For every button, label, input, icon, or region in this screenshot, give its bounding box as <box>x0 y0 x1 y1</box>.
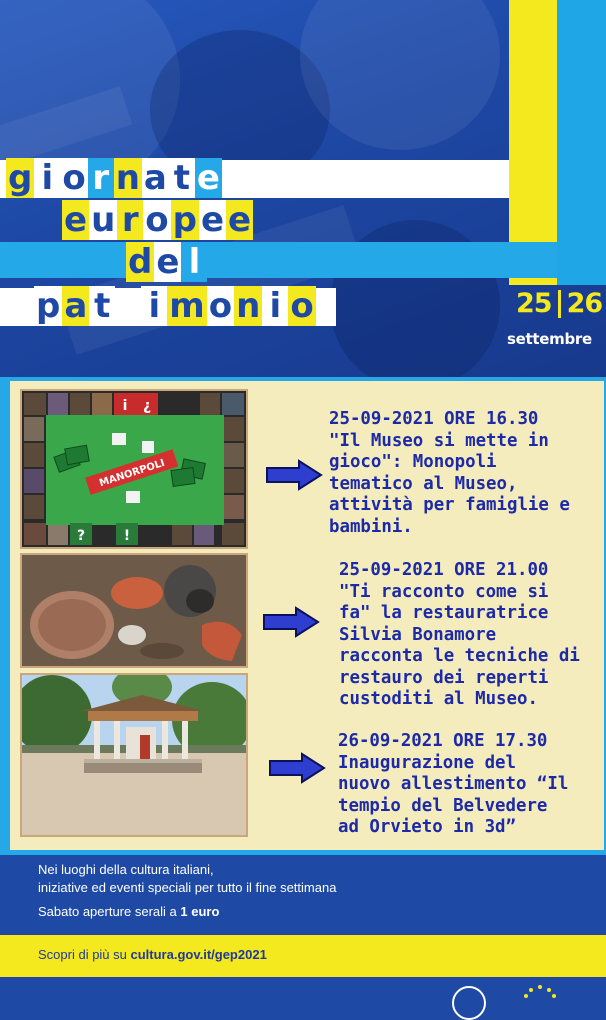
title-letter: r <box>119 286 137 326</box>
event-line: restauro dei reperti <box>339 667 549 688</box>
arrow-right-icon <box>265 459 323 491</box>
board-mark-1: i <box>122 398 128 414</box>
event-2-text <box>339 560 580 711</box>
photo-belvedere-temple <box>20 673 248 837</box>
title-letter: i <box>34 158 60 198</box>
arrow-right-icon <box>268 752 326 784</box>
event-line: custoditi al Museo. <box>339 689 538 709</box>
event-line: Inaugurazione del <box>338 752 516 773</box>
event-line: tematico al Museo, <box>329 473 518 494</box>
title-letter: r <box>117 200 143 240</box>
hero-banner <box>0 0 606 380</box>
footer-line-3-text: Sabato aperture serali a <box>38 904 181 919</box>
event-line: Silvia Bonamore <box>339 624 497 645</box>
arrow-right-icon <box>262 606 320 638</box>
title-letter: e <box>64 200 88 240</box>
title-letter: n <box>236 286 261 326</box>
title-letter: e <box>196 158 220 198</box>
footer-line-2: iniziative ed eventi speciali per tutto il fine settimana <box>38 880 337 895</box>
event-line: fa" la restauratrice <box>339 603 549 623</box>
footer-price: 1 euro <box>180 904 220 919</box>
footer-link[interactable] <box>38 947 267 962</box>
title-word-europee <box>62 200 253 240</box>
belvedere-temple-illustration <box>22 675 246 835</box>
bg-figure <box>300 0 500 150</box>
board-mark-4: ! <box>123 528 131 544</box>
title-word-patrimonio <box>34 286 316 326</box>
title-letter: e <box>200 200 225 240</box>
event-line: 26-09-2021 ORE 17.30 <box>338 731 548 751</box>
event-dates <box>516 288 602 319</box>
event-line: "Il Museo si mette in <box>329 430 549 451</box>
blue-vertical-bar <box>557 0 606 285</box>
date-separator <box>558 290 561 318</box>
event-line: 25-09-2021 ORE 16.30 <box>329 409 539 429</box>
event-1-text <box>329 409 570 538</box>
title-word-del <box>126 242 207 282</box>
event-line: "Ti racconto come si <box>339 581 549 602</box>
title-letter: i <box>141 286 167 326</box>
date-end: 26 <box>566 288 603 319</box>
title-letter: r <box>88 158 114 198</box>
title-letter: m <box>169 286 205 326</box>
footer-link-prefix: Scopri di più su <box>38 947 131 962</box>
title-letter: p <box>172 200 197 240</box>
photo-monopoly-board <box>20 389 248 549</box>
title-letter: i <box>262 286 288 326</box>
title-letter: n <box>115 158 140 198</box>
event-line: tempio del Belvedere <box>338 795 548 816</box>
blue-stripe <box>0 242 557 278</box>
event-line: ad Orvieto in 3d” <box>338 817 516 837</box>
photo-ceramic-finds <box>20 553 248 668</box>
title-letter: e <box>228 200 252 240</box>
date-start: 25 <box>516 288 552 319</box>
event-line: gioco": Monopoli <box>329 452 497 472</box>
title-letter: o <box>62 158 86 198</box>
title-letter: a <box>143 158 167 198</box>
title-word-giornate <box>6 158 222 198</box>
event-3-text <box>338 731 568 839</box>
board-mark-3: ? <box>76 528 86 544</box>
title-letter: o <box>208 286 233 326</box>
board-mark-2: ¿ <box>142 398 152 414</box>
event-line: 25-09-2021 ORE 21.00 <box>339 560 549 580</box>
title-letter: u <box>91 200 116 240</box>
title-letter: e <box>156 242 180 282</box>
title-letter: d <box>128 242 153 282</box>
ministry-logo-icon <box>452 986 486 1020</box>
footer-link-url[interactable]: cultura.gov.it/gep2021 <box>130 947 267 962</box>
footer-line-3 <box>38 904 219 919</box>
date-month: settembre <box>507 330 592 348</box>
event-line: attività per famiglie e <box>329 495 570 515</box>
event-line: nuovo allestimento “Il <box>338 774 569 794</box>
monopoly-board-illustration <box>22 391 246 547</box>
title-letter: t <box>89 286 115 326</box>
eu-stars-icon <box>520 982 560 1000</box>
event-line: bambini. <box>329 516 413 537</box>
title-letter: t <box>169 158 195 198</box>
title-letter: p <box>36 286 61 326</box>
board-label: MANORPOLI <box>98 457 167 490</box>
title-letter: a <box>64 286 88 326</box>
title-letter: o <box>290 286 314 326</box>
title-letter: o <box>145 200 169 240</box>
event-line: racconta le tecniche di <box>339 646 580 666</box>
ceramic-finds-illustration <box>22 555 246 666</box>
footer-line-1: Nei luoghi della cultura italiani, <box>38 862 214 877</box>
title-letter: g <box>8 158 33 198</box>
title-letter: l <box>181 242 207 282</box>
